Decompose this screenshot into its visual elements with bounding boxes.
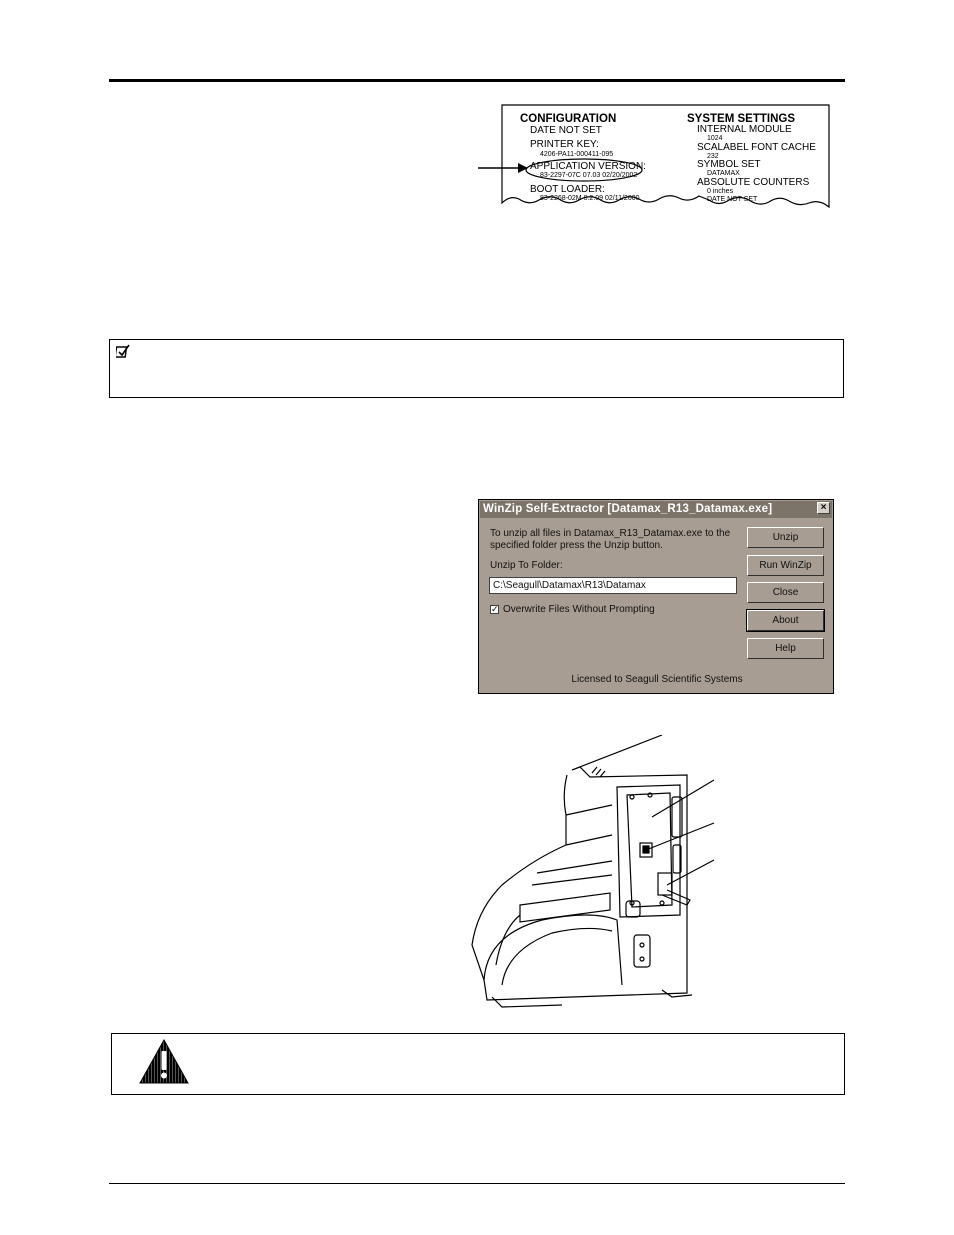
overwrite-checkbox[interactable]: ✓ [491, 604, 499, 614]
settings-line: 0 inches [707, 188, 734, 195]
close-icon[interactable]: × [817, 502, 830, 514]
configuration-label-figure [474, 103, 834, 211]
configuration-label-drawing [474, 103, 834, 211]
run-winzip-button[interactable]: Run WinZip [747, 555, 824, 576]
config-line: 83-2268-02M 0.2.09 02/11/2000 [540, 195, 640, 202]
folder-label: Unzip To Folder: [490, 560, 563, 571]
dialog-title-bar[interactable] [480, 501, 832, 518]
warning-triangle-icon [139, 1039, 189, 1084]
system-settings-header: SYSTEM SETTINGS [687, 113, 795, 125]
license-text: Licensed to Seagull Scientific Systems [571, 674, 743, 685]
config-line: 4206-PA11-000411-095 [540, 151, 614, 158]
config-line: DATE NOT SET [530, 125, 602, 136]
dialog-title: WinZip Self-Extractor [Datamax_R13_Datamax.exe] [483, 503, 773, 515]
note-box [109, 339, 844, 398]
header-rule [109, 79, 845, 82]
settings-line: SCALABEL FONT CACHE [697, 142, 816, 153]
config-line: 83-2297-07C 07.03 02/20/2002 [540, 172, 638, 179]
settings-line: DATE NOT SET [707, 196, 758, 203]
settings-line: 1024 [707, 135, 723, 142]
overwrite-label[interactable]: Overwrite Files Without Prompting [503, 604, 655, 615]
instruction-line: To unzip all files in Datamax_R13_Datamax.exe to the [490, 528, 731, 539]
footer-rule [109, 1183, 845, 1184]
close-button[interactable]: Close [747, 582, 824, 603]
winzip-dialog [478, 499, 834, 694]
settings-line: SYMBOL SET [697, 159, 761, 170]
unzip-button[interactable]: Unzip [747, 527, 824, 548]
settings-line: ABSOLUTE COUNTERS [697, 177, 810, 188]
settings-line: 232 [707, 153, 719, 160]
config-line: PRINTER KEY: [530, 139, 599, 150]
settings-line: INTERNAL MODULE [697, 124, 792, 135]
instruction-line: specified folder press the Unzip button. [490, 540, 663, 551]
about-button[interactable]: About [747, 610, 824, 631]
config-line: APPLICATION VERSION: [530, 161, 646, 172]
printer-figure [462, 735, 722, 1010]
warning-box [111, 1033, 845, 1095]
folder-input[interactable]: C:\Seagull\Datamax\R13\Datamax [489, 577, 737, 594]
checkbox-note-icon [116, 344, 130, 358]
settings-line: DATAMAX [707, 170, 740, 177]
printer-drawing [462, 735, 722, 1010]
config-header: CONFIGURATION [520, 113, 617, 125]
help-button[interactable]: Help [747, 638, 824, 659]
config-line: BOOT LOADER: [530, 184, 605, 195]
